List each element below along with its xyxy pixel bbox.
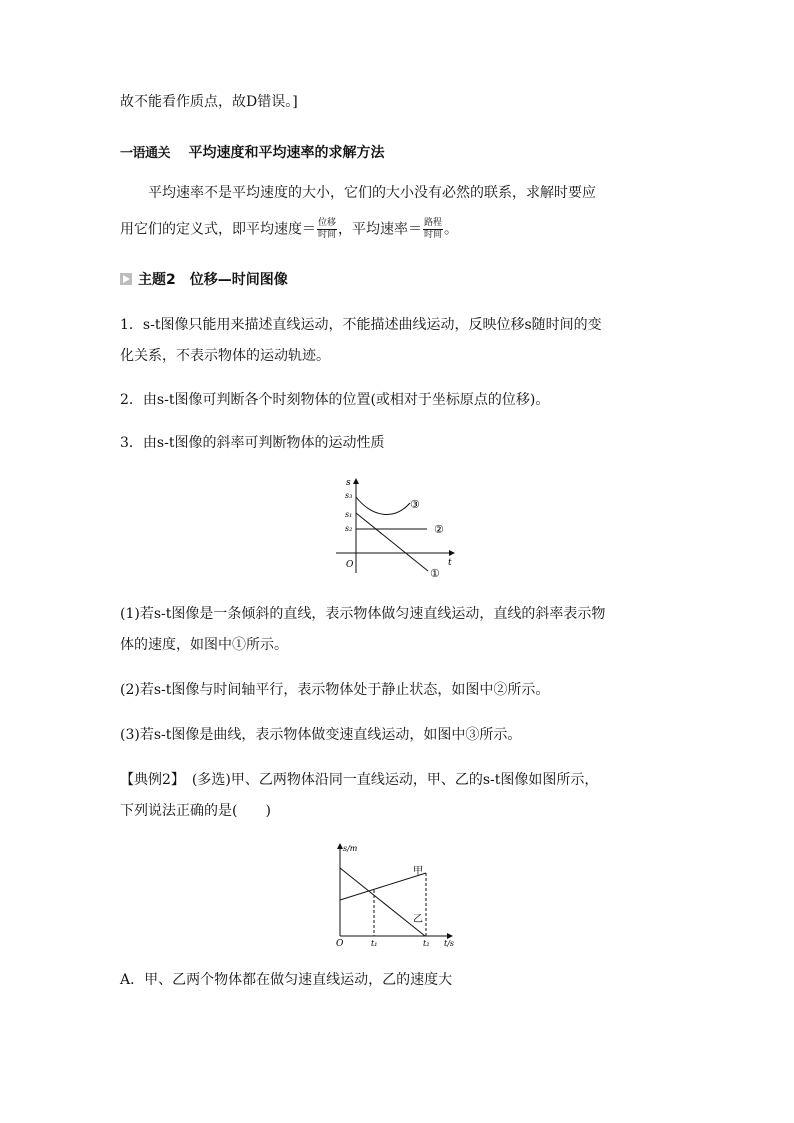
label-jia: 甲: [413, 866, 423, 877]
t-axis-label: t: [448, 558, 452, 568]
line-jia: [340, 873, 426, 900]
x-axis-label: t/s: [444, 939, 455, 948]
tick-t1: t₁: [371, 939, 378, 948]
st-graph-figure-1: [332, 475, 462, 583]
origin-label: O: [346, 560, 354, 570]
topic-heading: [120, 270, 288, 290]
y-axis-label: s/m: [343, 844, 358, 853]
tip-tag: 一语通关: [120, 146, 171, 161]
item-3: 3．由s-t图像的斜率可判断物体的运动性质: [120, 435, 385, 451]
label-yi: 乙: [413, 914, 423, 925]
point-1-line2: 体的速度，如图中①所示。: [120, 637, 288, 653]
label-2: ②: [434, 523, 444, 536]
example-line2: 下列说法正确的是( ): [120, 803, 271, 819]
fraction-displacement-over-time: [317, 218, 337, 241]
curve-3: [356, 497, 410, 514]
tip-heading: [120, 143, 384, 164]
fraction-numerator: 路程: [424, 218, 443, 228]
point-2: (2)若s-t图像与时间轴平行，表示物体处于静止状态，如图中②所示。: [120, 682, 550, 698]
tip-body-line2: [120, 218, 458, 241]
line-yi: [340, 868, 425, 936]
item-2: 2．由s-t图像可判断各个时刻物体的位置(或相对于坐标原点的位移)。: [120, 392, 550, 408]
previous-paragraph-end: 故不能看作质点，故D错误。]: [120, 94, 298, 110]
fraction-denominator: 时间: [318, 230, 337, 240]
example-line1: 【典例2】 (多选)甲、乙两物体沿同一直线运动，甲、乙的s-t图像如图所示，: [120, 772, 599, 788]
tick-s1: s₁: [345, 510, 353, 519]
point-3: (3)若s-t图像是曲线，表示物体做变速直线运动，如图中③所示。: [120, 727, 522, 743]
label-3: ③: [410, 498, 420, 511]
point-1-line1: (1)若s-t图像是一条倾斜的直线，表示物体做匀速直线运动，直线的斜率表示物: [120, 606, 606, 622]
tick-t2: t₂: [423, 939, 430, 948]
item-1-line2: 化关系，不表示物体的运动轨迹。: [120, 348, 330, 364]
fraction-distance-over-time: [423, 218, 443, 241]
origin-label: O: [336, 939, 344, 949]
label-1: ①: [430, 567, 440, 580]
tip-line2-text-c: 。: [444, 221, 459, 238]
tick-s2: s₂: [345, 524, 353, 533]
fraction-numerator: 位移: [318, 218, 337, 228]
st-graph-figure-2: [330, 840, 470, 952]
tip-title: 平均速度和平均速率的求解方法: [188, 145, 385, 161]
s-axis-label: s: [346, 478, 351, 488]
tip-line2-text-a: 用它们的定义式，即平均速度＝: [120, 221, 316, 238]
tip-line2-text-b: ，平均速率＝: [338, 221, 423, 238]
item-1-line1: 1．s-t图像只能用来描述直线运动，不能描述曲线运动，反映位移s随时间的变: [120, 317, 602, 333]
fraction-denominator: 时间: [424, 230, 443, 240]
tip-body-line1: 平均速率不是平均速度的大小，它们的大小没有必然的联系，求解时要应: [148, 185, 596, 201]
topic-title: 主题2 位移—时间图像: [138, 272, 288, 288]
tick-s3: s₃: [345, 491, 353, 500]
play-triangle-icon: [120, 273, 132, 285]
option-a: A．甲、乙两个物体都在做匀速直线运动，乙的速度大: [120, 972, 453, 988]
line-1: [356, 513, 428, 571]
